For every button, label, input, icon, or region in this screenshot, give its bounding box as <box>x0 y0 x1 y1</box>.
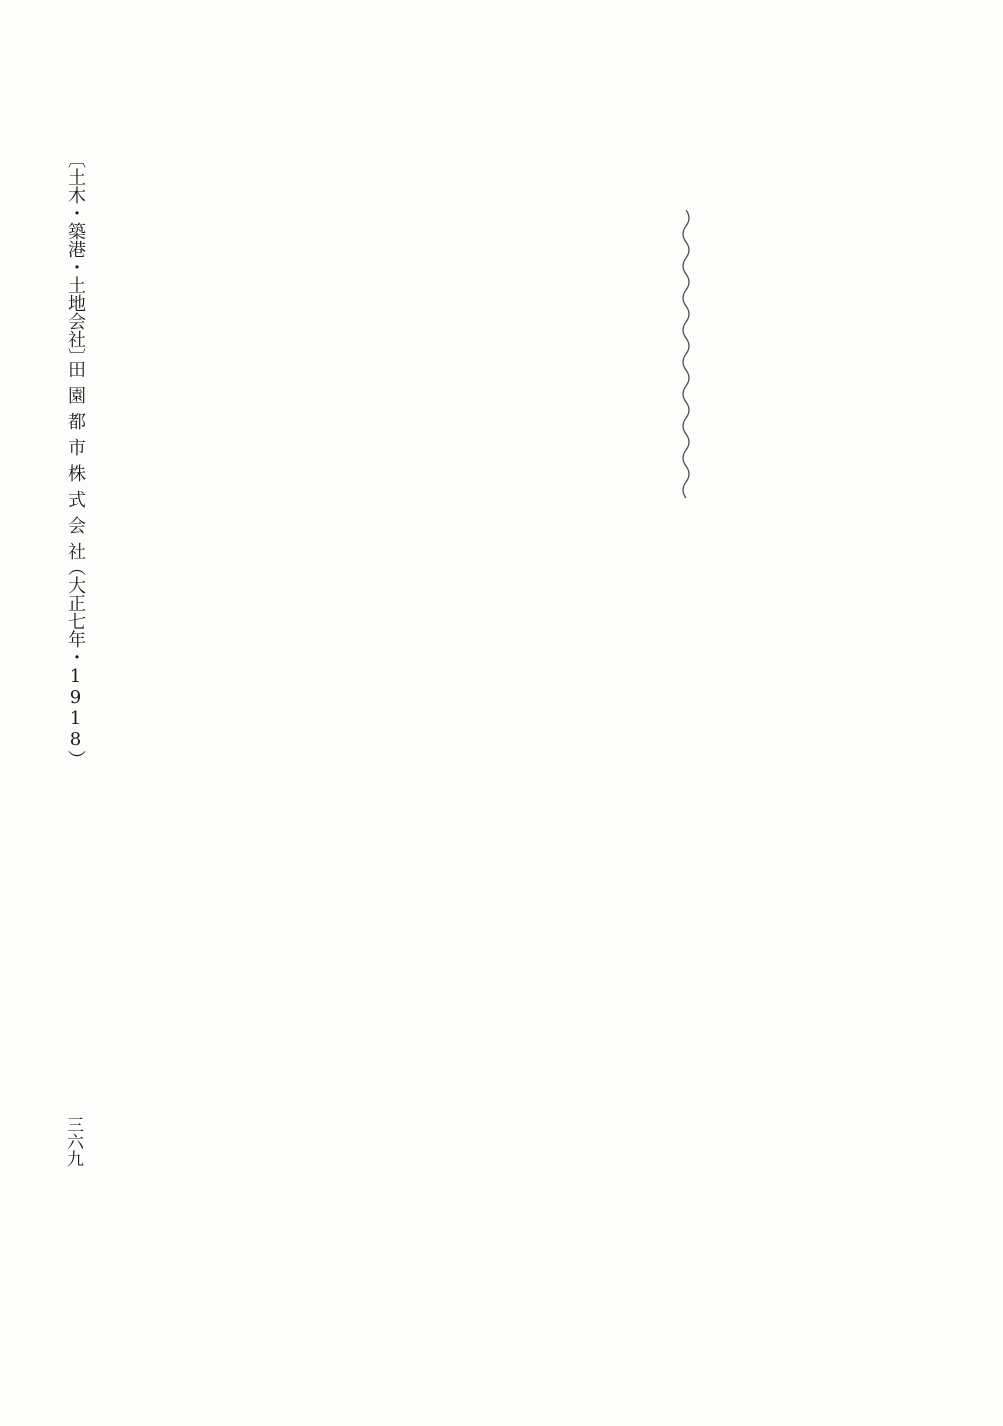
page-number: 三六九 <box>63 1116 83 1167</box>
category-label: 〔土木・築港・土地会社〕 <box>65 150 86 366</box>
company-label: 田園都市株式会社 <box>65 360 86 568</box>
year-label: （大正七年・1918） <box>65 558 86 768</box>
wavy-line <box>676 210 696 500</box>
